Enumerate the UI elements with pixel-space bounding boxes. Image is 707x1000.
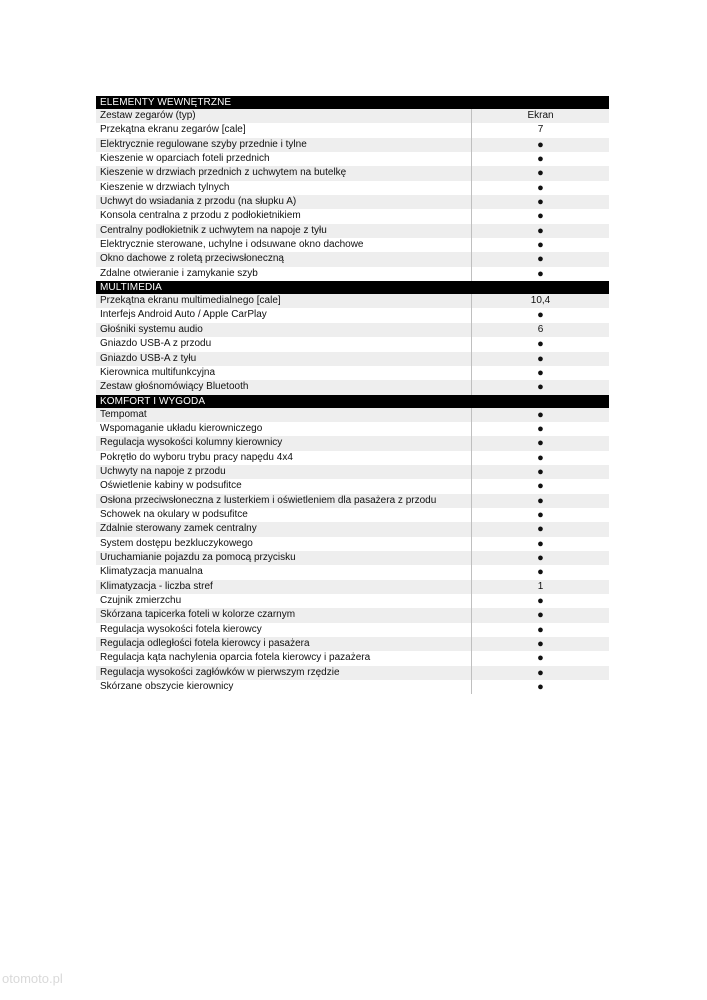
table-row [96, 465, 609, 479]
table-row [96, 494, 609, 508]
row-value: ● [537, 451, 544, 464]
row-label: Kieszenie w drzwiach przednich z uchwytem na butelkę [96, 166, 472, 180]
row-label: Przekątna ekranu zegarów [cale] [96, 123, 472, 137]
table-row [96, 580, 609, 594]
table-row [96, 551, 609, 565]
row-label: Czujnik zmierzchu [96, 594, 472, 608]
spec-table [96, 96, 609, 694]
table-row [96, 451, 609, 465]
section-multimedia [96, 281, 609, 394]
row-value: ● [537, 666, 544, 679]
row-label: Skórzane obszycie kierownicy [96, 680, 472, 694]
row-value: 6 [537, 323, 544, 335]
row-value: ● [537, 494, 544, 507]
row-label: Klimatyzacja - liczba stref [96, 580, 472, 594]
table-row [96, 680, 609, 694]
section-header: KOMFORT I WYGODA [96, 395, 609, 408]
row-value: Ekran [527, 110, 554, 121]
row-label: Elektrycznie regulowane szyby przednie i tylne [96, 138, 472, 152]
row-label: Głośniki systemu audio [96, 323, 472, 337]
table-row [96, 666, 609, 680]
row-label: Kierownica multifunkcyjna [96, 366, 472, 380]
row-value: ● [537, 437, 544, 450]
row-value: ● [537, 309, 544, 322]
table-row [96, 408, 609, 422]
table-row [96, 166, 609, 180]
table-row [96, 337, 609, 351]
table-row [96, 637, 609, 651]
row-value: ● [537, 239, 544, 252]
row-label: Regulacja wysokości kolumny kierownicy [96, 436, 472, 450]
row-value: ● [537, 551, 544, 564]
row-value: ● [537, 253, 544, 266]
table-row [96, 323, 609, 337]
row-label: Oświetlenie kabiny w podsufitce [96, 479, 472, 493]
row-label: Uchwyt do wsiadania z przodu (na słupku A) [96, 195, 472, 209]
row-label: Interfejs Android Auto / Apple CarPlay [96, 308, 472, 322]
table-row [96, 436, 609, 450]
row-label: Uruchamianie pojazdu za pomocą przycisku [96, 551, 472, 565]
row-value: ● [537, 338, 544, 351]
row-label: Kieszenie w oparciach foteli przednich [96, 152, 472, 166]
row-value: 10,4 [530, 295, 551, 307]
watermark: otomoto.pl [2, 971, 63, 986]
row-value: ● [537, 523, 544, 536]
row-label: Regulacja kąta nachylenia oparcia fotela kierowcy i pazażera [96, 651, 472, 665]
row-label: Przekątna ekranu multimedialnego [cale] [96, 294, 472, 308]
table-row [96, 209, 609, 223]
table-row [96, 294, 609, 308]
table-row [96, 138, 609, 152]
table-row [96, 565, 609, 579]
row-label: Zestaw zegarów (typ) [96, 109, 472, 123]
section-header: MULTIMEDIA [96, 281, 609, 294]
row-value: ● [537, 465, 544, 478]
row-value: ● [537, 566, 544, 579]
table-row [96, 267, 609, 281]
table-row [96, 422, 609, 436]
row-label: Zdalnie sterowany zamek centralny [96, 522, 472, 536]
row-label: Zestaw głośnomówiący Bluetooth [96, 380, 472, 394]
row-label: Konsola centralna z przodu z podłokietnikiem [96, 209, 472, 223]
row-value: ● [537, 681, 544, 694]
row-value: 7 [537, 124, 544, 136]
row-value: ● [537, 652, 544, 665]
row-label: Pokrętło do wyboru trybu pracy napędu 4x4 [96, 451, 472, 465]
section-elementy-wewnetrzne [96, 96, 609, 281]
row-label: System dostępu bezkluczykowego [96, 537, 472, 551]
row-value: ● [537, 181, 544, 194]
row-value: ● [537, 210, 544, 223]
row-value: ● [537, 167, 544, 180]
table-row [96, 594, 609, 608]
row-label: Gniazdo USB-A z przodu [96, 337, 472, 351]
row-label: Kieszenie w drzwiach tylnych [96, 181, 472, 195]
row-label: Tempomat [96, 408, 472, 422]
row-value: ● [537, 224, 544, 237]
row-value: ● [537, 267, 544, 280]
row-label: Gniazdo USB-A z tyłu [96, 352, 472, 366]
row-value: ● [537, 381, 544, 394]
row-value: ● [537, 595, 544, 607]
row-label: Okno dachowe z roletą przeciwsłoneczną [96, 252, 472, 266]
row-value: ● [537, 638, 544, 651]
row-value: ● [537, 352, 544, 365]
row-label: Schowek na okulary w podsufitce [96, 508, 472, 522]
table-row [96, 252, 609, 266]
row-value: ● [537, 609, 544, 622]
table-row [96, 623, 609, 637]
row-label: Uchwyty na napoje z przodu [96, 465, 472, 479]
table-row [96, 123, 609, 137]
table-row [96, 152, 609, 166]
row-label: Osłona przeciwsłoneczna z lusterkiem i oświetleniem dla pasażera z przodu [96, 494, 472, 508]
row-label: Zdalne otwieranie i zamykanie szyb [96, 267, 472, 281]
table-row [96, 195, 609, 209]
row-label: Klimatyzacja manualna [96, 565, 472, 579]
row-value: ● [537, 623, 544, 636]
table-row [96, 537, 609, 551]
row-value: 1 [537, 580, 544, 592]
table-row [96, 238, 609, 252]
table-row [96, 651, 609, 665]
row-label: Elektrycznie sterowane, uchylne i odsuwane okno dachowe [96, 238, 472, 252]
row-value: ● [537, 153, 544, 166]
table-row [96, 308, 609, 322]
row-value: ● [537, 508, 544, 521]
section-header: ELEMENTY WEWNĘTRZNE [96, 96, 609, 109]
row-value: ● [537, 422, 544, 435]
row-label: Regulacja odległości fotela kierowcy i pasażera [96, 637, 472, 651]
table-row [96, 366, 609, 380]
row-value: ● [537, 196, 544, 209]
row-label: Regulacja wysokości zagłówków w pierwszym rzędzie [96, 666, 472, 680]
table-row [96, 608, 609, 622]
section-komfort-i-wygoda [96, 395, 609, 695]
row-label: Skórzana tapicerka foteli w kolorze czarnym [96, 608, 472, 622]
row-value: ● [537, 366, 544, 379]
row-value: ● [537, 480, 544, 493]
row-label: Centralny podłokietnik z uchwytem na napoje z tyłu [96, 224, 472, 238]
table-row [96, 109, 609, 123]
table-row [96, 352, 609, 366]
table-row [96, 181, 609, 195]
row-label: Regulacja wysokości fotela kierowcy [96, 623, 472, 637]
table-row [96, 224, 609, 238]
row-value: ● [537, 537, 544, 550]
table-row [96, 522, 609, 536]
row-value: ● [537, 408, 544, 421]
row-value: ● [537, 138, 544, 151]
table-row [96, 479, 609, 493]
table-row [96, 380, 609, 394]
row-label: Wspomaganie układu kierowniczego [96, 422, 472, 436]
table-row [96, 508, 609, 522]
